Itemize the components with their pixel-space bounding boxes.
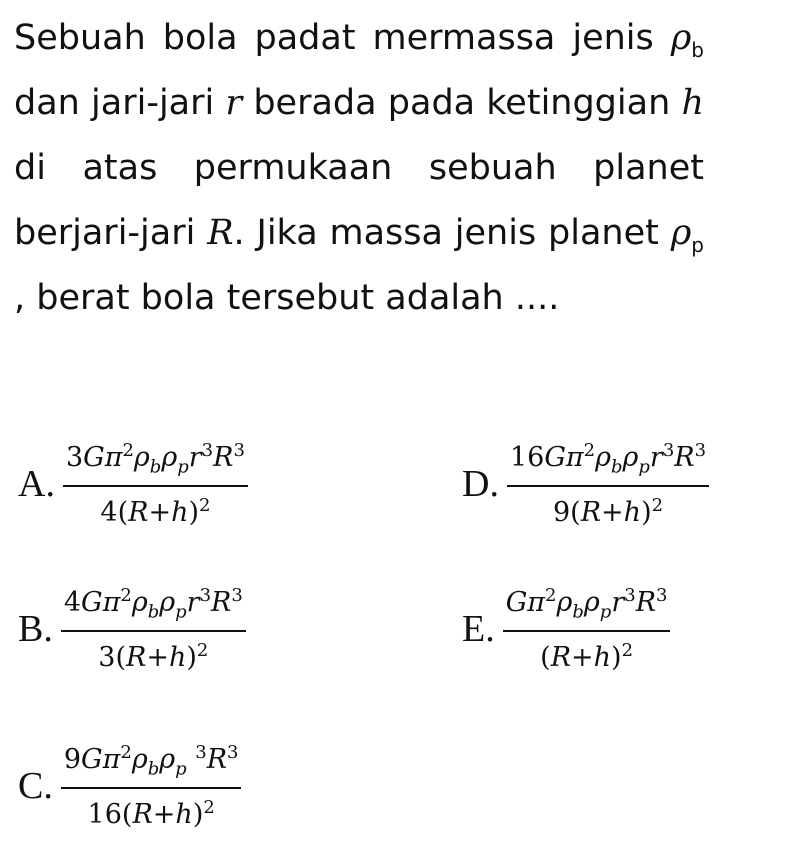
option-b-label: B. <box>18 608 53 651</box>
option-a-numerator: $3G\pi^2\rho_b\rho_pr^3R^3$ <box>65 440 245 478</box>
radius-r-symbol: r <box>225 83 243 123</box>
option-b-denominator: $3(R+h)^2$ <box>98 640 209 674</box>
option-a-label: A. <box>18 463 55 506</box>
option-b[interactable] <box>18 585 246 673</box>
rho-b-symbol: ρ <box>670 18 692 58</box>
question-segment: , berat bola tersebut adalah .... <box>14 278 560 318</box>
option-c-fraction <box>61 742 242 830</box>
option-b-fraction <box>61 585 246 673</box>
option-d-label: D. <box>462 463 499 506</box>
option-d-denominator: $9(R+h)^2$ <box>552 495 664 529</box>
rho-p-symbol: ρ <box>670 213 692 253</box>
height-h-symbol: h <box>681 83 704 123</box>
option-d-numerator: $16G\pi^2\rho_b\rho_pr^3R^3$ <box>509 440 707 478</box>
rho-b-subscript: b <box>691 38 704 62</box>
option-e-label: E. <box>462 608 495 651</box>
option-d-fraction <box>507 440 709 528</box>
planet-radius-symbol: R <box>207 213 234 253</box>
option-e-denominator: $(R+h)^2$ <box>540 640 634 674</box>
option-e-numerator: $G\pi^2\rho_b\rho_pr^3R^3$ <box>505 585 668 623</box>
option-a-fraction <box>63 440 248 528</box>
question-text <box>14 6 704 331</box>
option-e[interactable] <box>462 585 670 673</box>
option-a-denominator: $4(R+h)^2$ <box>100 495 211 529</box>
question-segment: berada pada ketinggian <box>242 83 682 123</box>
question-segment: . Jika massa jenis planet <box>233 213 671 253</box>
option-c-numerator: $9G\pi^2\rho_b\rho_p$ $^3R^3$ <box>63 742 239 780</box>
option-c-denominator: $16(R+h)^2$ <box>87 797 215 831</box>
question-segment: Sebuah bola padat mermassa jenis <box>14 18 671 58</box>
rho-p-subscript: p <box>691 233 704 257</box>
option-b-numerator: $4G\pi^2\rho_b\rho_pr^3R^3$ <box>63 585 243 623</box>
option-a[interactable] <box>18 440 248 528</box>
question-segment: dan jari-jari <box>14 83 226 123</box>
option-c[interactable] <box>18 742 241 830</box>
option-e-fraction <box>503 585 671 673</box>
option-d[interactable] <box>462 440 709 528</box>
option-c-label: C. <box>18 765 53 808</box>
question-segment: di atas permukaan sebuah planet berjari-jari <box>14 148 704 253</box>
